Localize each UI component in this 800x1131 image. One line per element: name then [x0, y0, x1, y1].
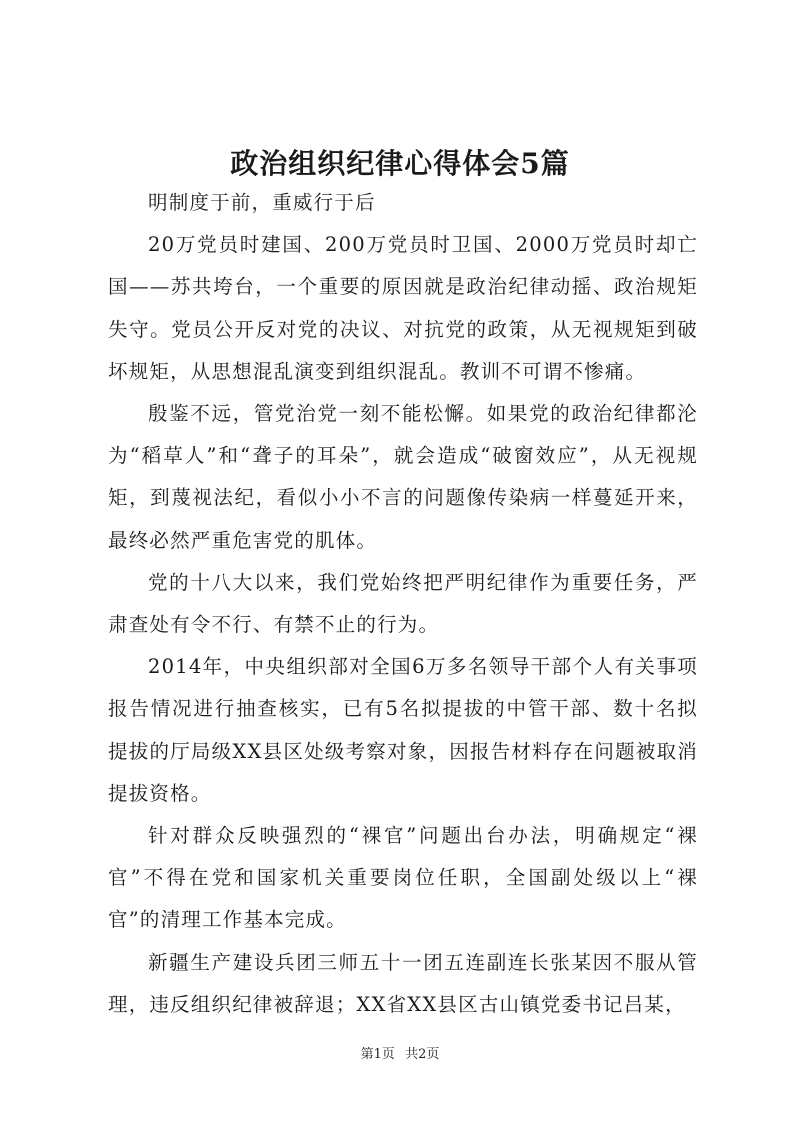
- paragraph: 20万党员时建国、200万党员时卫国、2000万党员时却亡国——苏共垮台，一个重要的原因就是政治纪律动摇、政治规矩失守。党员公开反对党的决议、对抗党的政策，从无视规矩到破坏规矩，从思想混乱演变到组织混乱。教训不可谓不惨痛。: [108, 233, 698, 383]
- page-number-current: 第1页: [360, 1047, 395, 1062]
- paragraph: 新疆生产建设兵团三师五十一团五连副连长张某因不服从管理，违反组织纪律被辞退；XX省XX县区古山镇党委书记吕某，: [108, 950, 698, 1016]
- document-title: 政治组织纪律心得体会5篇: [230, 147, 570, 180]
- paragraph: 2014年，中央组织部对全国6万多名领导干部个人有关事项报告情况进行抽查核实，已有5名拟提拔的中管干部、数十名拟提拔的厅局级XX县区处级考察对象，因报告材料存在问题被取消提拔资格。: [108, 655, 698, 805]
- paragraph: 党的十八大以来，我们党始终把严明纪律作为重要任务，严肃查处有令不行、有禁不止的行为。: [108, 570, 698, 637]
- document-body: [108, 182, 698, 1026]
- paragraph: 殷鉴不远，管党治党一刻不能松懈。如果党的政治纪律都沦为“稻草人”和“聋子的耳朵”，就会造成“破窗效应”，从无视规矩，到蔑视法纪，看似小小不言的问题像传染病一样蔓延开来，最终必然严重危害党的肌体。: [108, 402, 698, 552]
- paragraph: 明制度于前，重威行于后: [148, 191, 376, 214]
- page-number-total: 共2页: [405, 1047, 440, 1062]
- paragraph: 针对群众反映强烈的“裸官”问题出台办法，明确规定“裸官”不得在党和国家机关重要岗位任职，全国副处级以上“裸官”的清理工作基本完成。: [108, 824, 698, 932]
- page-footer: [0, 1046, 800, 1064]
